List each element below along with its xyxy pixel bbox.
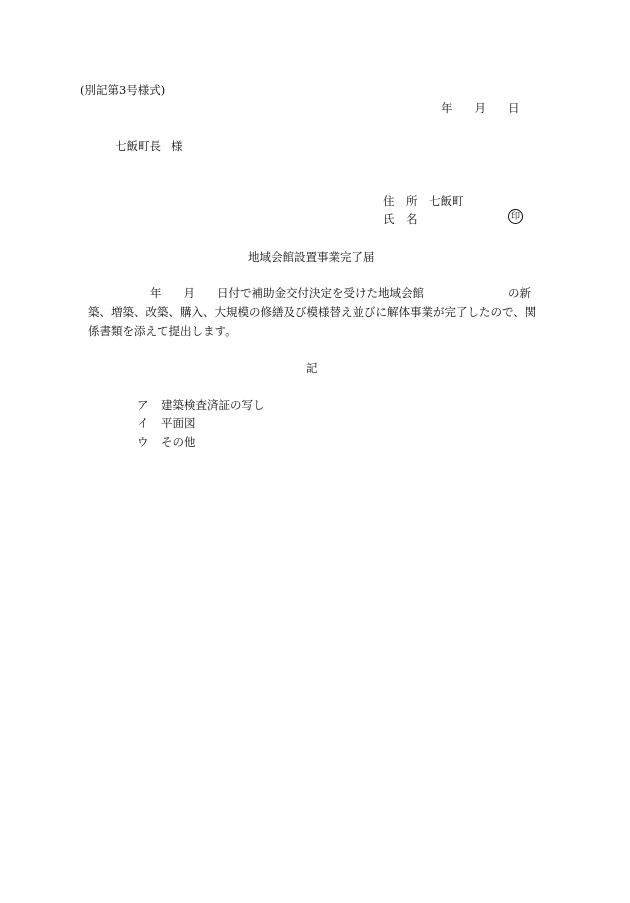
attachment-item bbox=[137, 434, 196, 450]
document-title: 地域会館設置事業完了届 bbox=[248, 250, 375, 264]
body-month-label: 月 bbox=[183, 286, 195, 300]
date-month-label: 月 bbox=[474, 101, 486, 115]
date-year-label: 年 bbox=[441, 101, 453, 115]
attachment-text: 建築検査済証の写し bbox=[161, 398, 265, 412]
addressee-honorific: 様 bbox=[171, 139, 183, 153]
addressee bbox=[115, 138, 183, 154]
body-year-label: 年 bbox=[150, 286, 162, 300]
attachment-mark: イ bbox=[137, 416, 149, 430]
name-label: 氏 名 bbox=[383, 212, 418, 226]
attachment-text: その他 bbox=[161, 435, 196, 449]
body-line-3: 係書類を添えて提出します。 bbox=[88, 324, 237, 338]
attachment-text: 平面図 bbox=[161, 416, 196, 430]
attachment-item bbox=[137, 397, 265, 413]
form-number-label: (別記第3号様式) bbox=[80, 83, 166, 97]
date-day-label: 日 bbox=[508, 101, 520, 115]
body-line-2: 築、増築、改築、購入、大規模の修繕及び模様替え並びに解体事業が完了したので、関 bbox=[88, 305, 537, 319]
addressee-name: 七飯町長 bbox=[115, 139, 161, 153]
ki-heading: 記 bbox=[306, 361, 318, 375]
body-line1-mid: 日付で補助金交付決定を受けた地域会館 bbox=[217, 286, 424, 300]
body-line1-end: の新 bbox=[508, 286, 531, 300]
address-value: 七飯町 bbox=[429, 194, 464, 208]
body-paragraph bbox=[88, 284, 550, 341]
applicant-address-row bbox=[383, 193, 464, 209]
body-line-1 bbox=[88, 284, 550, 303]
address-label: 住 所 bbox=[383, 194, 418, 208]
applicant-name-row bbox=[383, 211, 429, 227]
seal-mark: 印 bbox=[508, 209, 523, 224]
date-line bbox=[441, 100, 520, 116]
attachment-item bbox=[137, 415, 196, 431]
attachment-mark: ウ bbox=[137, 435, 149, 449]
attachment-mark: ア bbox=[137, 398, 149, 412]
